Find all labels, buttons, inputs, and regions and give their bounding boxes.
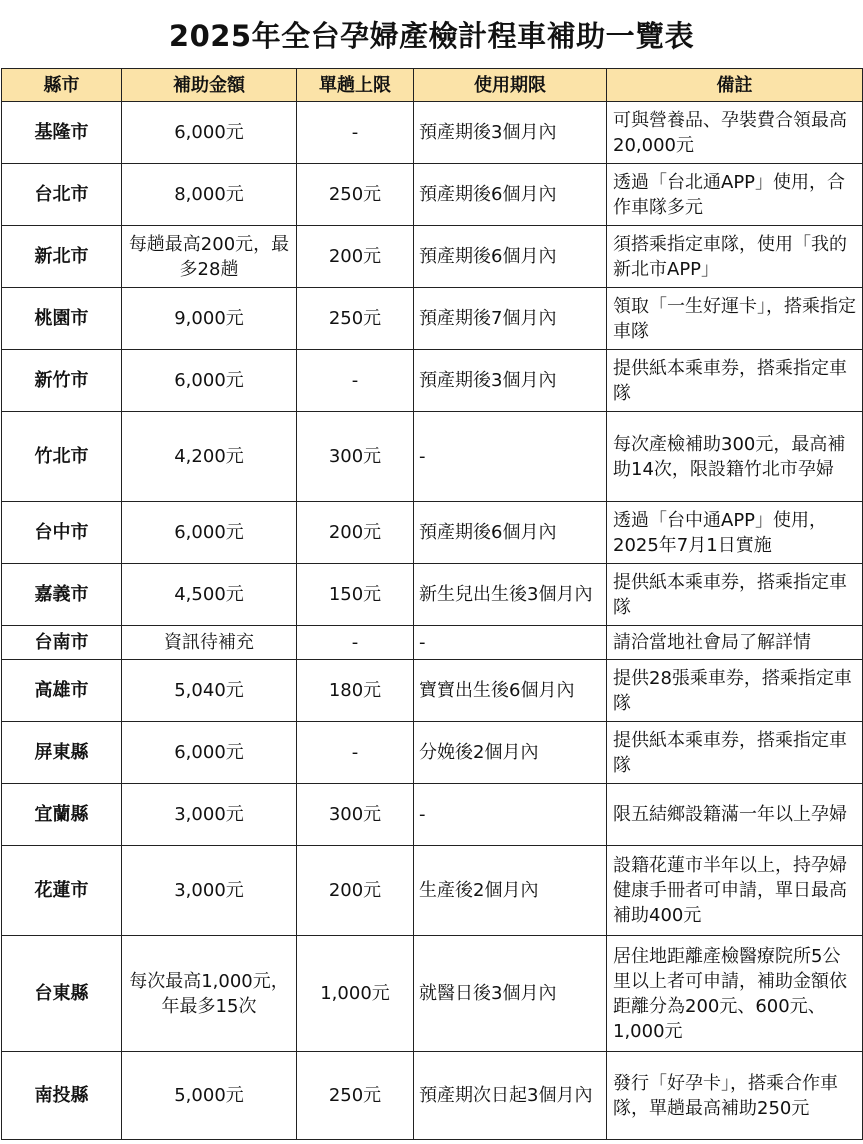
cell-amount: 3,000元 (122, 784, 297, 846)
table-row (2, 1052, 863, 1140)
cell-per-trip: 300元 (297, 784, 414, 846)
cell-per-trip: - (297, 722, 414, 784)
cell-amount: 4,200元 (122, 412, 297, 502)
page-title: 2025年全台孕婦產檢計程車補助一覽表 (168, 18, 695, 53)
cell-period: - (414, 412, 607, 502)
cell-note: 透過「台北通APP」使用，合作車隊多元 (607, 164, 863, 226)
cell-note: 須搭乘指定車隊，使用「我的新北市APP」 (607, 226, 863, 288)
cell-period: 寶寶出生後6個月內 (414, 660, 607, 722)
cell-county: 桃園市 (2, 288, 122, 350)
cell-amount: 6,000元 (122, 722, 297, 784)
table-row (2, 722, 863, 784)
cell-amount: 資訊待補充 (122, 626, 297, 660)
table-row (2, 288, 863, 350)
cell-period: 就醫日後3個月內 (414, 936, 607, 1052)
cell-amount: 5,000元 (122, 1052, 297, 1140)
table-row (2, 660, 863, 722)
cell-amount: 8,000元 (122, 164, 297, 226)
cell-county: 嘉義市 (2, 564, 122, 626)
header-amount: 補助金額 (122, 69, 297, 102)
table-row (2, 564, 863, 626)
cell-per-trip: 200元 (297, 502, 414, 564)
table-row (2, 846, 863, 936)
cell-note: 發行「好孕卡」，搭乘合作車隊，單趟最高補助250元 (607, 1052, 863, 1140)
cell-county: 高雄市 (2, 660, 122, 722)
cell-period: 預產期後3個月內 (414, 102, 607, 164)
cell-county: 新竹市 (2, 350, 122, 412)
table-row (2, 936, 863, 1052)
cell-amount: 4,500元 (122, 564, 297, 626)
cell-period: 預產期後6個月內 (414, 502, 607, 564)
cell-period: 分娩後2個月內 (414, 722, 607, 784)
table-row (2, 502, 863, 564)
header-county: 縣市 (2, 69, 122, 102)
cell-per-trip: 250元 (297, 164, 414, 226)
cell-amount: 9,000元 (122, 288, 297, 350)
cell-per-trip: - (297, 102, 414, 164)
cell-note: 居住地距離產檢醫療院所5公里以上者可申請，補助金額依距離分為200元、600元、1,000元 (607, 936, 863, 1052)
table-row (2, 164, 863, 226)
cell-county: 新北市 (2, 226, 122, 288)
cell-period: 預產期後7個月內 (414, 288, 607, 350)
cell-per-trip: 1,000元 (297, 936, 414, 1052)
table-header-row (2, 69, 863, 102)
cell-note: 領取「一生好運卡」，搭乘指定車隊 (607, 288, 863, 350)
cell-note: 提供紙本乘車券，搭乘指定車隊 (607, 564, 863, 626)
cell-note: 可與營養品、孕裝費合領最高20,000元 (607, 102, 863, 164)
table-row (2, 102, 863, 164)
cell-period: - (414, 626, 607, 660)
cell-amount: 6,000元 (122, 102, 297, 164)
header-period: 使用期限 (414, 69, 607, 102)
cell-note: 提供28張乘車券，搭乘指定車隊 (607, 660, 863, 722)
cell-note: 提供紙本乘車券，搭乘指定車隊 (607, 722, 863, 784)
cell-period: 預產期次日起3個月內 (414, 1052, 607, 1140)
cell-county: 台北市 (2, 164, 122, 226)
table-row (2, 412, 863, 502)
cell-note: 設籍花蓮市半年以上，持孕婦健康手冊者可申請，單日最高補助400元 (607, 846, 863, 936)
cell-amount: 3,000元 (122, 846, 297, 936)
cell-note: 透過「台中通APP」使用，2025年7月1日實施 (607, 502, 863, 564)
header-note: 備註 (607, 69, 863, 102)
table-row (2, 226, 863, 288)
cell-period: - (414, 784, 607, 846)
cell-county: 台中市 (2, 502, 122, 564)
cell-period: 新生兒出生後3個月內 (414, 564, 607, 626)
cell-note: 每次產檢補助300元，最高補助14次，限設籍竹北市孕婦 (607, 412, 863, 502)
cell-period: 預產期後3個月內 (414, 350, 607, 412)
cell-per-trip: 200元 (297, 226, 414, 288)
cell-period: 預產期後6個月內 (414, 164, 607, 226)
cell-note: 請洽當地社會局了解詳情 (607, 626, 863, 660)
cell-county: 竹北市 (2, 412, 122, 502)
cell-period: 生產後2個月內 (414, 846, 607, 936)
cell-per-trip: 300元 (297, 412, 414, 502)
cell-county: 台南市 (2, 626, 122, 660)
cell-amount: 6,000元 (122, 502, 297, 564)
table-row (2, 626, 863, 660)
cell-amount: 每趟最高200元，最多28趟 (122, 226, 297, 288)
header-per-trip: 單趟上限 (297, 69, 414, 102)
cell-per-trip: 250元 (297, 288, 414, 350)
cell-amount: 每次最高1,000元，年最多15次 (122, 936, 297, 1052)
cell-note: 提供紙本乘車券，搭乘指定車隊 (607, 350, 863, 412)
cell-per-trip: - (297, 350, 414, 412)
cell-per-trip: 250元 (297, 1052, 414, 1140)
cell-county: 宜蘭縣 (2, 784, 122, 846)
cell-county: 基隆市 (2, 102, 122, 164)
table-row (2, 350, 863, 412)
cell-county: 台東縣 (2, 936, 122, 1052)
cell-note: 限五結鄉設籍滿一年以上孕婦 (607, 784, 863, 846)
subsidy-table (1, 68, 863, 1140)
cell-per-trip: - (297, 626, 414, 660)
cell-amount: 6,000元 (122, 350, 297, 412)
cell-county: 南投縣 (2, 1052, 122, 1140)
cell-county: 花蓮市 (2, 846, 122, 936)
cell-per-trip: 180元 (297, 660, 414, 722)
cell-amount: 5,040元 (122, 660, 297, 722)
cell-county: 屏東縣 (2, 722, 122, 784)
cell-per-trip: 200元 (297, 846, 414, 936)
cell-per-trip: 150元 (297, 564, 414, 626)
table-row (2, 784, 863, 846)
cell-period: 預產期後6個月內 (414, 226, 607, 288)
